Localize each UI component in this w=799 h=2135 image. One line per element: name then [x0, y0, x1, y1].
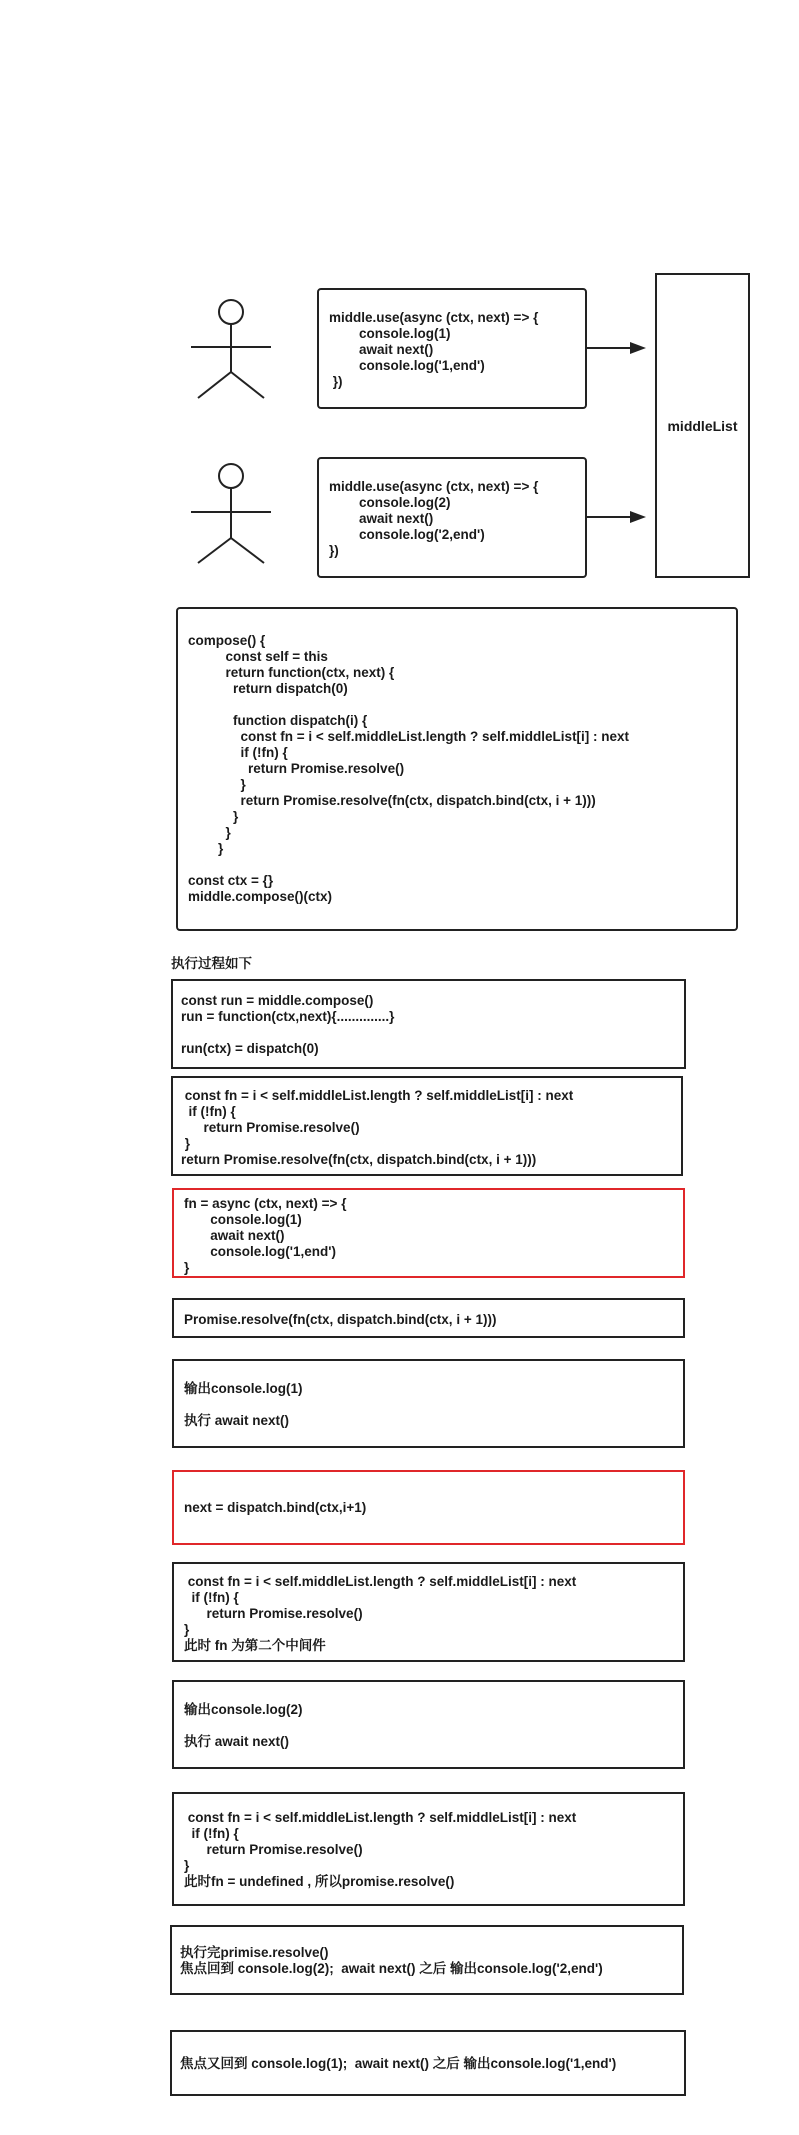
code-line: function dispatch(i) { — [188, 713, 368, 728]
code-line: return dispatch(0) — [188, 681, 348, 696]
code-line: 输出console.log(1) — [184, 1381, 303, 1396]
code-line: const run = middle.compose() — [181, 993, 374, 1008]
code-line — [181, 1025, 676, 1041]
code-line — [184, 1397, 673, 1413]
code-line: 此时fn = undefined , 所以promise.resolve() — [184, 1874, 455, 1889]
step-box-2 — [171, 1076, 683, 1176]
code-line: return Promise.resolve() — [184, 1842, 363, 1857]
code-line: middle.use(async (ctx, next) => { — [329, 310, 539, 325]
code-line: if (!fn) { — [188, 745, 288, 760]
code-line: run = function(ctx,next){..............} — [181, 1009, 395, 1024]
code-line: } — [184, 1858, 190, 1873]
code-line: return function(ctx, next) { — [188, 665, 395, 680]
code-line: await next() — [329, 511, 434, 526]
step-box-9 — [172, 1792, 685, 1906]
code-line: if (!fn) { — [184, 1590, 239, 1605]
code-line: run(ctx) = dispatch(0) — [181, 1041, 319, 1056]
actor-1-icon — [191, 300, 271, 398]
code-line: await next() — [184, 1228, 285, 1243]
code-line: } — [188, 825, 231, 840]
code-line: console.log('1,end') — [184, 1244, 336, 1259]
step-box-8 — [172, 1680, 685, 1769]
step-box-3 — [172, 1188, 685, 1278]
step-box-5 — [172, 1359, 685, 1448]
code-line: console.log(1) — [184, 1212, 302, 1227]
code-line: }) — [329, 543, 339, 558]
step-box-4 — [172, 1298, 685, 1338]
code-line: const fn = i < self.middleList.length ? self.middleList[i] : next — [184, 1810, 577, 1825]
code-line: } — [188, 841, 224, 856]
code-line: console.log(1) — [329, 326, 451, 341]
actor-2-icon — [191, 464, 271, 563]
code-line: 焦点又回到 console.log(1); await next() 之后 输出console.log('1,end') — [180, 2056, 617, 2071]
code-line: console.log('1,end') — [329, 358, 485, 373]
code-line: } — [188, 809, 239, 824]
arrow-1-icon — [587, 342, 646, 354]
section-title: 执行过程如下 — [171, 956, 252, 971]
code-line: const ctx = {} — [188, 873, 274, 888]
code-line: } — [184, 1622, 190, 1637]
code-line: console.log('2,end') — [329, 527, 485, 542]
code-line: console.log(2) — [329, 495, 451, 510]
arrow-2-icon — [587, 511, 646, 523]
code-line: 此时 fn 为第二个中间件 — [184, 1638, 326, 1653]
code-line: if (!fn) { — [181, 1104, 236, 1119]
step-box-7 — [172, 1562, 685, 1662]
code-line: } — [188, 777, 246, 792]
code-line: await next() — [329, 342, 434, 357]
step-box-10 — [170, 1925, 684, 1995]
code-line: return Promise.resolve() — [181, 1120, 360, 1135]
code-line: }) — [329, 374, 343, 389]
code-line: return Promise.resolve(fn(ctx, dispatch.bind(ctx, i + 1))) — [181, 1152, 537, 1167]
code-line: Promise.resolve(fn(ctx, dispatch.bind(ctx, i + 1))) — [184, 1312, 497, 1327]
code-line: const fn = i < self.middleList.length ? self.middleList[i] : next — [188, 729, 630, 744]
code-line: 执行 await next() — [184, 1734, 290, 1749]
middleware-use-box-2 — [317, 457, 587, 578]
code-line: const fn = i < self.middleList.length ? self.middleList[i] : next — [181, 1088, 574, 1103]
code-line: return Promise.resolve() — [184, 1606, 363, 1621]
middleware-use-box-1 — [317, 288, 587, 409]
code-line: 执行 await next() — [184, 1413, 290, 1428]
code-line: return Promise.resolve(fn(ctx, dispatch.bind(ctx, i + 1))) — [188, 793, 596, 808]
code-line: const self = this — [188, 649, 328, 664]
compose-code-box — [176, 607, 738, 931]
code-line: const fn = i < self.middleList.length ? self.middleList[i] : next — [184, 1574, 577, 1589]
code-line: 焦点回到 console.log(2); await next() 之后 输出console.log('2,end') — [180, 1961, 603, 1976]
middle-list-box — [655, 273, 750, 578]
code-line — [184, 1718, 673, 1734]
code-line: middle.compose()(ctx) — [188, 889, 333, 904]
code-line: return Promise.resolve() — [188, 761, 405, 776]
code-line: 输出console.log(2) — [184, 1702, 303, 1717]
middle-list-label: middleList — [667, 417, 738, 434]
code-line: } — [181, 1136, 191, 1151]
code-line: if (!fn) { — [184, 1826, 239, 1841]
code-line: 执行完primise.resolve() — [180, 1945, 329, 1960]
code-line — [188, 857, 726, 873]
step-box-6 — [172, 1470, 685, 1545]
code-line: next = dispatch.bind(ctx,i+1) — [184, 1500, 367, 1515]
code-line: middle.use(async (ctx, next) => { — [329, 479, 539, 494]
step-box-1 — [171, 979, 686, 1069]
code-line: compose() { — [188, 633, 266, 648]
step-box-11 — [170, 2030, 686, 2096]
code-line: fn = async (ctx, next) => { — [184, 1196, 347, 1211]
code-line: } — [184, 1260, 190, 1275]
code-line — [188, 697, 726, 713]
